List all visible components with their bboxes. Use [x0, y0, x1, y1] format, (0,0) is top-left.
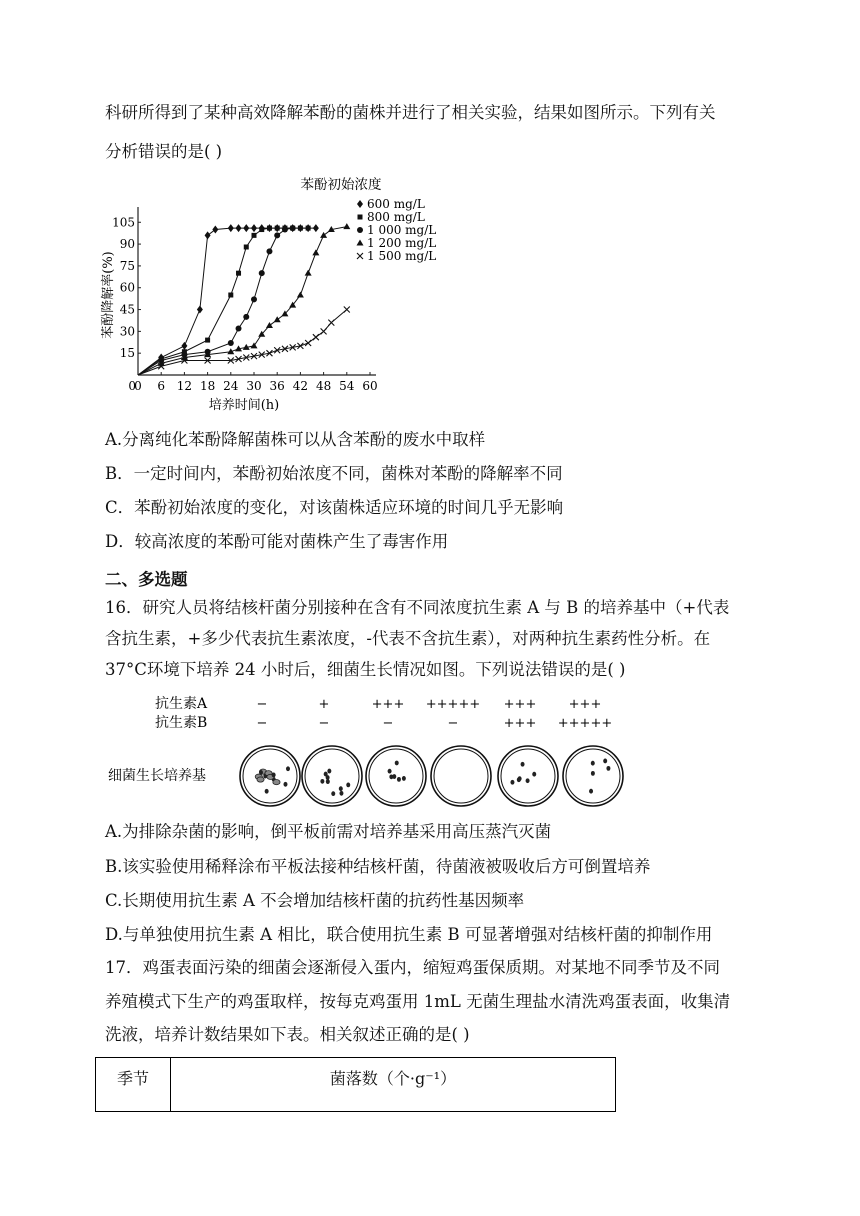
q17-stem-line3: 洗液，培养计数结果如下表。相关叙述正确的是( ) [105, 1025, 470, 1044]
colony [283, 782, 287, 787]
legend-marker [358, 215, 363, 220]
colony [257, 777, 264, 782]
data-point [305, 270, 312, 276]
legend-title: 苯酚初始浓度 [300, 177, 382, 193]
colony [532, 772, 536, 777]
phenol-degradation-chart [98, 170, 443, 420]
dish-antibiotic-a-level: +++ [503, 697, 537, 712]
dish-outline [302, 746, 362, 806]
petri-dish [302, 746, 362, 806]
petri-dish [431, 746, 491, 806]
dish-outline [431, 746, 491, 806]
q17-stem-line2: 养殖模式下生产的鸡蛋取样，按每克鸡蛋用 1mL 无菌生理盐水清洗鸡蛋表面，收集清 [105, 992, 731, 1011]
table-header-colony-count: 菌落数（个·g⁻¹） [171, 1058, 616, 1112]
data-point [344, 307, 350, 313]
q15-stem-line1: 科研所得到了某种高效降解苯酚的菌株并进行了相关实验，结果如图所示。下列有关 [105, 103, 716, 122]
data-point [298, 226, 303, 231]
dish-antibiotic-b-level: − [256, 716, 268, 731]
colony [603, 759, 607, 764]
colony [339, 786, 343, 791]
q15-stem-line2: 分析错误的是( ) [105, 142, 223, 161]
colony [606, 766, 610, 771]
data-point [274, 232, 280, 238]
legend-label: 600 mg/L [367, 197, 425, 211]
colony [397, 777, 401, 782]
q16-option-a: A.为排除杂菌的影响，倒平板前需对培养基采用高压蒸汽灭菌 [105, 822, 552, 841]
q16-stem-line2: 含抗生素，+多少代表抗生素浓度，-代表不含抗生素），对两种抗生素药性分析。在 [105, 629, 711, 648]
x-tick-label: 18 [199, 379, 216, 393]
x-tick-label: 24 [223, 379, 239, 393]
data-point [205, 231, 211, 239]
dish-row-label: 细菌生长培养基 [108, 768, 206, 784]
colony [324, 772, 328, 777]
petri-dish [240, 746, 300, 806]
x-tick-label: 42 [292, 379, 309, 393]
dish-antibiotic-b-level: +++ [503, 716, 537, 731]
legend-label: 1 500 mg/L [367, 249, 437, 263]
q16-option-c: C.长期使用抗生素 A 不会增加结核杆菌的抗药性基因频率 [105, 891, 525, 910]
dish-antibiotic-a-level: +++++ [425, 697, 481, 712]
colony [510, 780, 514, 785]
data-point [290, 225, 296, 231]
data-point [236, 224, 242, 232]
q15-option-c: C．苯酚初始浓度的变化，对该菌株适应环境的时间几乎无影响 [105, 498, 564, 517]
q15-option-d: D．较高浓度的苯酚可能对菌株产生了毒害作用 [105, 532, 449, 551]
legend-label: 1 200 mg/L [367, 236, 437, 250]
x-tick-label: 60 [362, 379, 378, 393]
data-point [212, 226, 218, 234]
series-line [138, 227, 347, 375]
data-point [328, 320, 334, 326]
colony [521, 762, 525, 767]
y-tick-label: 15 [119, 346, 135, 361]
data-point [267, 226, 272, 231]
colony [591, 761, 595, 766]
data-point [236, 271, 241, 276]
data-point [275, 226, 280, 231]
data-point [266, 248, 272, 254]
dish-antibiotic-b-level: +++++ [557, 716, 613, 731]
data-point [197, 306, 203, 314]
data-point [251, 296, 257, 302]
y-tick-label: 30 [119, 324, 135, 339]
data-point [306, 226, 311, 231]
colony [265, 789, 269, 794]
x-tick-label: 54 [339, 379, 355, 393]
y-tick-label: 45 [119, 302, 135, 317]
data-point [228, 224, 234, 232]
data-point [282, 227, 288, 233]
dish-outline [498, 746, 558, 806]
data-point [251, 342, 258, 348]
colony [346, 782, 350, 787]
data-point [243, 224, 249, 232]
colony [326, 779, 330, 784]
legend-marker [357, 240, 364, 246]
data-point [236, 325, 242, 331]
y-tick-label: 60 [119, 280, 135, 295]
dish-antibiotic-a-level: +++ [371, 697, 405, 712]
x-tick-label: 48 [315, 379, 332, 393]
colony [392, 774, 396, 779]
data-point [313, 334, 319, 340]
data-point [312, 249, 319, 255]
dish-antibiotic-a-level: − [256, 697, 268, 712]
q16-stem-line3: 37°C环境下培养 24 小时后，细菌生长情况如图。下列说法错误的是( ) [105, 660, 626, 679]
q15-option-a: A.分离纯化苯酚降解菌株可以从含苯酚的废水中取样 [105, 430, 486, 449]
row-label-antibiotic-a: 抗生素A [155, 696, 208, 712]
section-heading: 二、多选题 [105, 570, 188, 589]
series-line [138, 310, 347, 375]
petri-dish [498, 746, 558, 806]
y-tick-label: 75 [119, 258, 135, 273]
petri-dish [563, 746, 623, 806]
data-point [297, 292, 304, 298]
data-point [205, 338, 210, 343]
dish-antibiotic-b-level: − [318, 716, 330, 731]
x-tick-label: 36 [269, 379, 285, 393]
colony [526, 778, 530, 783]
q16-stem-line1: 16．研究人员将结核杆菌分别接种在含有不同浓度抗生素 A 与 B 的培养基中（+代表 [105, 598, 730, 617]
q16-option-b: B.该实验使用稀释涂布平板法接种结核杆菌，待菌液被吸收后方可倒置培养 [105, 857, 651, 876]
data-point [244, 245, 249, 250]
dish-antibiotic-b-level: − [382, 716, 394, 731]
x-axis-label: 培养时间(h) [208, 398, 280, 413]
colony [591, 771, 595, 776]
x-tick-label: 12 [176, 379, 193, 393]
legend-marker [357, 227, 363, 233]
colony [388, 769, 392, 774]
colony [272, 773, 276, 778]
colony-count-table [95, 1057, 616, 1112]
colony [589, 789, 593, 794]
q17-stem-line1: 17．鸡蛋表面污染的细菌会逐渐侵入蛋内，缩短鸡蛋保质期。对某地不同季节及不同 [105, 958, 720, 977]
data-point [343, 223, 350, 229]
colony [395, 761, 399, 766]
q15-option-b: B．一定时间内，苯酚初始浓度不同，菌株对苯酚的降解率不同 [105, 464, 563, 483]
data-point [320, 232, 327, 238]
x-tick-label: 0 [134, 379, 142, 393]
dish-antibiotic-b-level: − [447, 716, 459, 731]
data-point [251, 224, 257, 232]
data-point [243, 314, 249, 320]
data-point [321, 328, 327, 334]
x-tick-label: 30 [246, 379, 262, 393]
y-tick-label: 105 [112, 215, 135, 230]
colony [339, 791, 343, 796]
antibiotic-dish-figure [100, 690, 640, 814]
colony [518, 776, 522, 781]
petri-dish [366, 746, 426, 806]
data-point [228, 340, 234, 346]
table-header-season: 季节 [96, 1058, 171, 1112]
data-point [274, 316, 281, 322]
row-label-antibiotic-b: 抗生素B [155, 715, 208, 731]
colony [331, 791, 335, 796]
y-tick-label: 90 [119, 237, 135, 252]
legend-label: 800 mg/L [367, 210, 425, 224]
x-tick-label: 6 [157, 379, 166, 393]
legend-marker [357, 253, 363, 259]
colony [273, 780, 280, 785]
colony [402, 776, 406, 781]
q16-option-d: D.与单独使用抗生素 A 相比，联合使用抗生素 B 可显著增强对结核杆菌的抑制作用 [105, 925, 713, 944]
data-point [313, 224, 319, 232]
table-row [96, 1058, 616, 1112]
data-point [266, 322, 273, 328]
colony [320, 779, 324, 784]
dish-antibiotic-a-level: +++ [568, 697, 602, 712]
dish-antibiotic-a-level: + [318, 697, 330, 712]
data-point [252, 233, 257, 238]
data-point [305, 340, 311, 346]
data-point [228, 293, 233, 298]
colony [286, 766, 290, 771]
legend-label: 1 000 mg/L [367, 223, 437, 237]
colony [259, 770, 263, 775]
dish-outline [563, 746, 623, 806]
colony [327, 769, 331, 774]
data-point [259, 227, 264, 232]
origin-label: 0 [128, 379, 136, 393]
data-point [181, 342, 187, 350]
legend-marker [357, 200, 363, 208]
data-point [259, 270, 265, 276]
y-axis-label: 苯酚降解率(%) [101, 251, 116, 339]
